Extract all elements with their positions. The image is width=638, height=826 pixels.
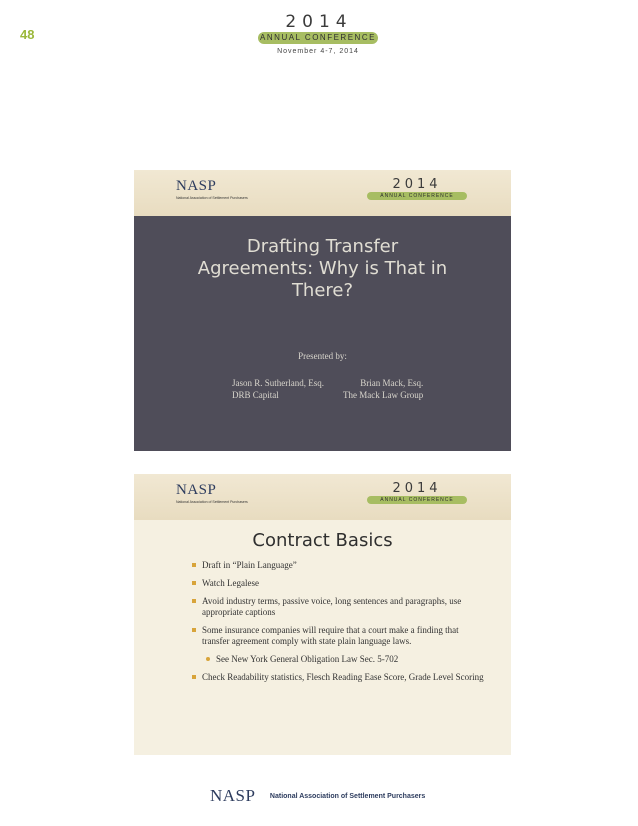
- title-line: There?: [291, 280, 354, 301]
- bullet-icon: [192, 581, 196, 585]
- nasp-logo-subtitle: National Association of Settlement Purchasers: [176, 500, 248, 504]
- nasp-logo: [176, 482, 248, 504]
- presenter-org: DRB Capital: [232, 390, 279, 400]
- bullet-list: [192, 560, 485, 690]
- slide-header: [134, 474, 511, 520]
- slide-heading: Contract Basics: [252, 530, 393, 551]
- bullet-icon: [192, 628, 196, 632]
- slide-conference-logo: [367, 177, 467, 200]
- bullet-text: Some insurance companies will require that a court make a finding that transfer agreement comply with state plain language laws.: [202, 625, 459, 646]
- footer-nasp-logo: NASP: [210, 786, 256, 805]
- presenter-1: [232, 377, 324, 401]
- title-line: Agreements: Why is That in: [197, 258, 448, 279]
- bullet-item: [192, 596, 485, 618]
- slide-header: [134, 170, 511, 216]
- nasp-logo-subtitle: National Association of Settlement Purchasers: [176, 196, 248, 200]
- conference-title: ANNUAL CONFERENCE: [260, 33, 376, 42]
- slide-body: [134, 520, 511, 755]
- conference-banner: [258, 32, 378, 44]
- bullet-text: Draft in “Plain Language”: [202, 560, 297, 570]
- slide-conference-title: ANNUAL CONFERENCE: [367, 192, 467, 200]
- slide-conference-year: 2014: [392, 177, 442, 192]
- bullet-icon: [192, 599, 196, 603]
- conference-date: November 4-7, 2014: [277, 48, 359, 55]
- nasp-logo: [176, 178, 248, 200]
- presenter-name: Jason R. Sutherland, Esq.: [232, 378, 324, 388]
- slide-body: [134, 216, 511, 451]
- bullet-item: [192, 625, 485, 647]
- presenter-name: Brian Mack, Esq.: [360, 378, 424, 388]
- presenter-2: [343, 377, 423, 401]
- conference-year: 2014: [285, 12, 353, 32]
- bullet-text: Check Readability statistics, Flesch Reading Ease Score, Grade Level Scoring: [202, 672, 484, 682]
- slide-conference-year: 2014: [392, 481, 442, 496]
- footer-organization: National Association of Settlement Purchasers: [269, 792, 426, 800]
- page-footer: [210, 786, 425, 806]
- sub-bullet-icon: [206, 657, 210, 661]
- bullet-text: Watch Legalese: [202, 578, 259, 588]
- sub-bullet-item: [206, 654, 485, 665]
- nasp-logo-word: NASP: [176, 482, 217, 498]
- slide-conference-title: ANNUAL CONFERENCE: [367, 496, 467, 504]
- bullet-item: [192, 560, 485, 571]
- bullet-item: [192, 672, 485, 683]
- nasp-logo-word: NASP: [176, 178, 217, 194]
- page-number: 48: [20, 27, 35, 42]
- presenter-org: The Mack Law Group: [343, 390, 424, 400]
- slide-title-text: [134, 236, 511, 302]
- bullet-text: See New York General Obligation Law Sec. 5-702: [216, 654, 399, 664]
- bullet-item: [192, 578, 485, 589]
- presented-by: Presented by:: [298, 351, 347, 361]
- bullet-icon: [192, 675, 196, 679]
- bullet-icon: [192, 563, 196, 567]
- slide-conference-logo: [367, 481, 467, 504]
- title-line: Drafting Transfer: [246, 236, 399, 257]
- slide-contract-basics: [134, 474, 511, 755]
- bullet-text: Avoid industry terms, passive voice, long sentences and paragraphs, use appropriate captions: [202, 596, 462, 617]
- slide-title: [134, 170, 511, 451]
